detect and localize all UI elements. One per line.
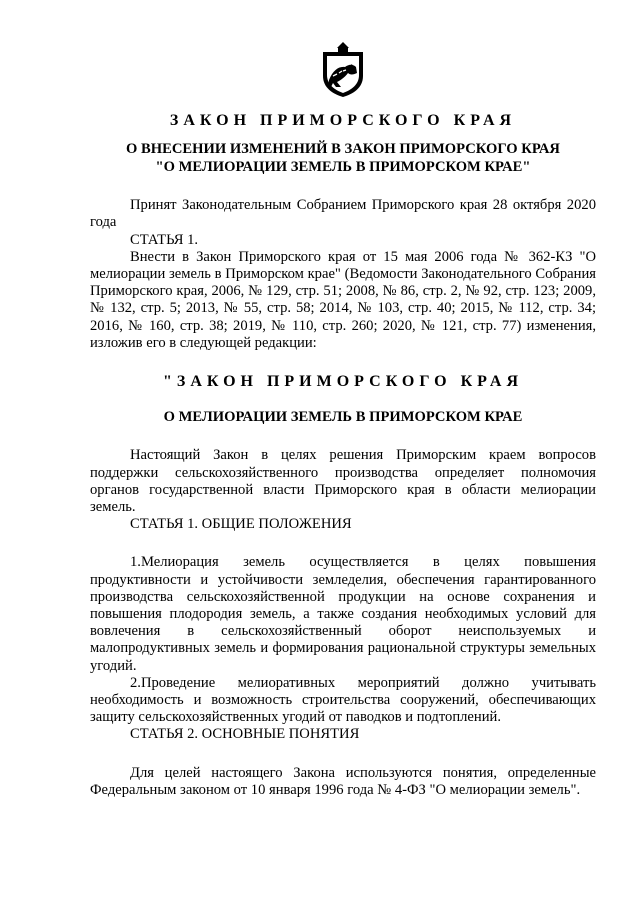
law-title: ЗАКОН ПРИМОРСКОГО КРАЯ (169, 112, 517, 129)
quoted-law-subtitle: О МЕЛИОРАЦИИ ЗЕМЕЛЬ В ПРИМОРСКОМ КРАЕ (163, 409, 523, 426)
section-1-heading: СТАТЬЯ 1. ОБЩИЕ ПОЛОЖЕНИЯ (130, 516, 352, 533)
quoted-law-title: "ЗАКОН ПРИМОРСКОГО КРАЯ (162, 373, 524, 391)
amendment-title-line-2: "О МЕЛИОРАЦИИ ЗЕМЕЛЬ В ПРИМОРСКОМ КРАЕ" (155, 158, 531, 175)
coat-of-arms-icon (319, 40, 367, 98)
section-2-paragraph-1: Для целей настоящего Закона используются понятия, определенные Федеральным законом от 10 января 1996 года № 4-ФЗ "О мелиорации земель". (90, 764, 596, 798)
amendment-title (90, 141, 596, 176)
quoted-law-intro: Настоящий Закон в целях решения Приморским краем вопросов поддержки сельскохозяйственного производства определяет полномочия органов государственной власти Приморского края в области мелиорации земель. (90, 447, 596, 516)
adoption-note: Принят Законодательным Собранием Приморского края 28 октября 2020 года (90, 197, 596, 231)
article-1-heading: СТАТЬЯ 1. (130, 231, 199, 248)
article-1-text: Внести в Закон Приморского края от 15 мая 2006 года № 362-КЗ "О мелиорации земель в Приморском крае" (Ведомости Законодательного Собрания Приморского края, 2006, № 129, стр. 51; 2008, № 86, стр. 2, № 92, стр. 123; 2009, № 132, стр. 5; 2013, № 55, стр. 58; 2014, № 103, стр. 40; 2015, № 112, стр. 34; 2016, № 160, стр. 38; 2019, № 110, стр. 260; 2020, № 121, стр. 77) изменения, изложив его в следующей редакции: (90, 248, 596, 351)
amendment-title-line-1: О ВНЕСЕНИИ ИЗМЕНЕНИЙ В ЗАКОН ПРИМОРСКОГО КРАЯ (126, 141, 560, 158)
section-1-paragraph-2: 2.Проведение мелиоративных мероприятий должно учитывать необходимость и возможность строительства сооружений, обеспечивающих защиту сельскохозяйственных угодий от паводков и подтоплений. (90, 674, 596, 726)
section-2-heading: СТАТЬЯ 2. ОСНОВНЫЕ ПОНЯТИЯ (130, 726, 360, 743)
section-1-paragraph-1: 1.Мелиорация земель осуществляется в целях повышения продуктивности и устойчивости земледелия, обеспечения гарантированного производства сельскохозяйственной продукции на основе сохранения и повышения плодородия земель, а также создания необходимых условий для вовлечения в сельскохозяйственный оборот неиспользуемых и малопродуктивных земель и формирования рациональной структуры земельных угодий. (90, 554, 596, 674)
